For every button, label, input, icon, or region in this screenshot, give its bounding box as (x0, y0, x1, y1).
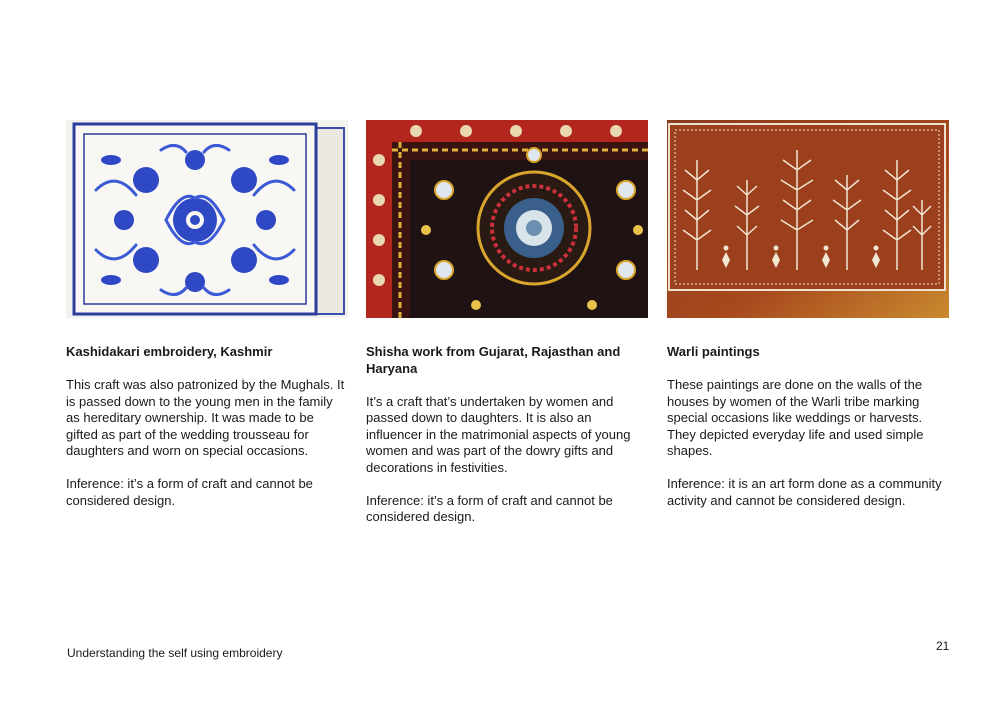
description-paragraph: It’s a craft that’s undertaken by women and passed down to daughters. It is also an influencer in the matrimonial aspects of young women and was part of the dowry gifts and decorations in festivities. (366, 393, 631, 475)
warli-painting-image (667, 120, 949, 318)
column-title: Warli paintings (667, 344, 760, 359)
description-paragraph: These paintings are done on the walls of the houses by women of the Warli tribe marking special occasions like weddings or harvests. They depicted everyday life and used simple shapes. (667, 377, 924, 458)
inference-paragraph: Inference: it’s a form of craft and cannot be considered design. (66, 476, 313, 508)
column-warli (667, 120, 949, 509)
column-shisha (366, 120, 648, 526)
column-title: Shisha work from Gujarat, Rajasthan and Haryana (366, 344, 621, 376)
description-paragraph: This craft was also patronized by the Mughals. It is passed down to the young men in the family as hereditary ownership. It was made to be gifted as part of the wedding trousseau for daughters and worn on special occasions. (66, 377, 345, 458)
column-kashidakari (66, 120, 348, 509)
kashidakari-embroidery-image (66, 120, 348, 318)
page-number: 21 (936, 639, 950, 653)
footer-text: Understanding the self using embroidery (67, 646, 283, 660)
shisha-work-image (366, 120, 648, 318)
inference-paragraph: Inference: it’s a form of craft and cannot be considered design. (366, 492, 613, 524)
column-title: Kashidakari embroidery, Kashmir (66, 344, 273, 359)
inference-paragraph: Inference: it is an art form done as a community activity and cannot be considered design. (667, 476, 942, 508)
